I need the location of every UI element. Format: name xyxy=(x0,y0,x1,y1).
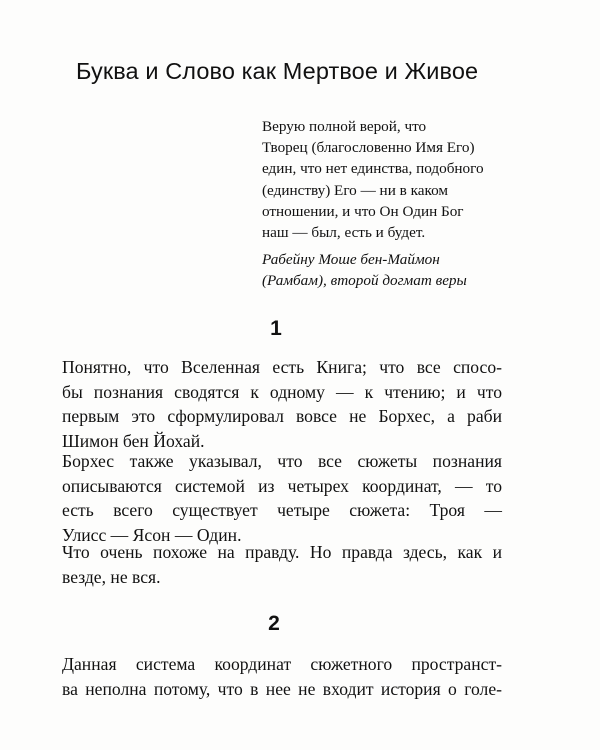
section-number: 2 xyxy=(268,612,280,635)
text-line: первым это сформулировал вовсе не Борхес, а раби xyxy=(62,406,502,426)
epigraph-attribution xyxy=(262,249,512,291)
text-line: Улисс — Ясон — Один. xyxy=(62,524,242,545)
attribution-line: Рабейну Моше бен-Маймон xyxy=(262,251,440,269)
epigraph-quote xyxy=(262,116,512,243)
text-line: описываются системой из четырех координат, — то xyxy=(62,475,502,496)
attribution-line: (Рамбам), второй догмат веры xyxy=(262,272,467,290)
chapter-title: Буква и Слово как Мертвое и Живое xyxy=(76,58,479,84)
epigraph-line: Творец (благословенно Имя Его) xyxy=(262,139,475,157)
epigraph xyxy=(262,116,512,292)
text-line: Шимон бен Йохай. xyxy=(62,430,205,451)
text-line: Понятно, что Вселенная есть Книга; что все спосо- xyxy=(62,357,502,377)
epigraph-line: един, что нет единства, подобного xyxy=(262,160,484,178)
text-line: Борхес также указывал, что все сюжеты познания xyxy=(62,451,502,471)
paragraph xyxy=(62,540,502,589)
section-number: 1 xyxy=(270,317,282,340)
epigraph-line: (единству) Его — ни в каком xyxy=(262,181,448,199)
epigraph-line: наш — был, есть и будет. xyxy=(262,224,426,242)
text-line: ва неполна потому, что в нее не входит история о голе- xyxy=(62,678,502,699)
paragraph xyxy=(62,652,502,701)
text-line: Что очень похоже на правду. Но правда здесь, как и xyxy=(62,542,502,562)
paragraph xyxy=(62,355,502,453)
text-line: Данная система координат сюжетного пространст- xyxy=(62,654,502,674)
text-line: есть всего существует четыре сюжета: Троя — xyxy=(62,500,502,520)
text-line: бы познания сводятся к одному — к чтению; и что xyxy=(62,381,502,402)
epigraph-line: отношении, и что Он Один Бог xyxy=(262,202,464,220)
text-line: везде, не вся. xyxy=(62,566,161,587)
paragraph xyxy=(62,449,502,547)
epigraph-line: Верую полной верой, что xyxy=(262,118,427,135)
